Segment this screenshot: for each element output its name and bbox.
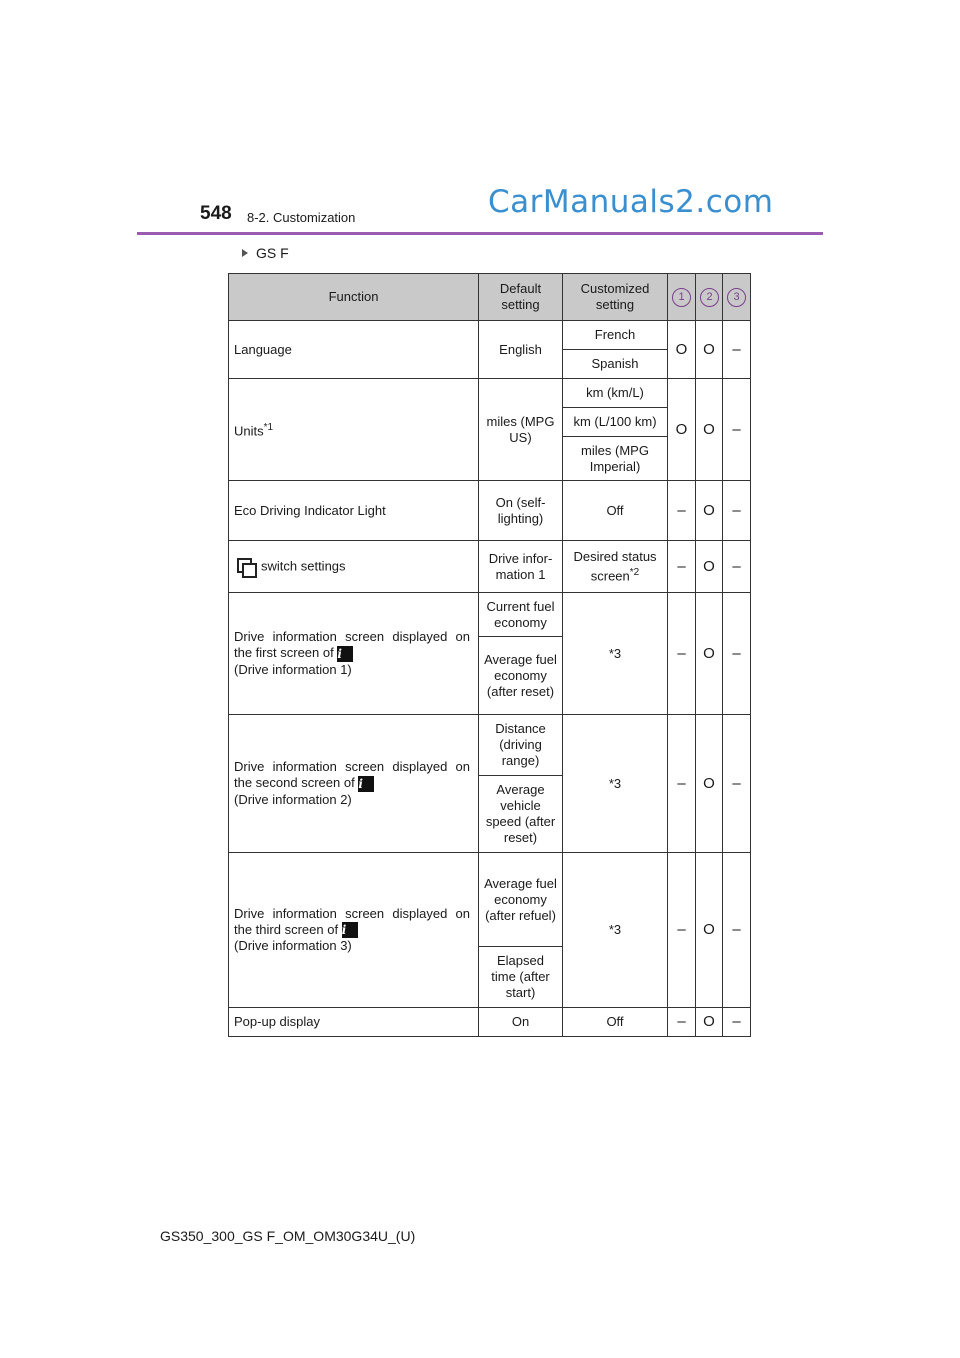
customization-table	[228, 273, 751, 1037]
switch-custom-text: Desired status screen	[573, 548, 657, 584]
subheading	[242, 245, 289, 261]
drive2-text: Drive information screen displayed on the second screen of	[234, 759, 470, 791]
table-row	[229, 853, 751, 947]
units-default: miles (MPG US)	[479, 379, 563, 481]
table-row	[229, 321, 751, 350]
language-c1: O	[668, 321, 696, 379]
info-icon: i	[337, 646, 353, 662]
drive3-custom: *3	[563, 853, 668, 1008]
switch-note: *2	[629, 566, 640, 578]
drive3-default: Average fuel economy (after refuel)	[479, 853, 563, 947]
units-c1: O	[668, 379, 696, 481]
drive3-c3: –	[723, 853, 751, 1008]
units-c2: O	[696, 379, 723, 481]
popup-c3: –	[723, 1008, 751, 1037]
circle-2-icon: 2	[700, 288, 719, 307]
popup-custom: Off	[563, 1008, 668, 1037]
header-function: Function	[229, 274, 479, 321]
drive3-c1: –	[668, 853, 696, 1008]
drive3-function	[229, 853, 479, 1008]
circle-1-icon: 1	[672, 288, 691, 307]
header-col1	[668, 274, 696, 321]
drive1-function	[229, 593, 479, 715]
header-col3	[723, 274, 751, 321]
eco-c1: –	[668, 481, 696, 541]
drive3-text: Drive information screen displayed on the third screen of	[234, 905, 470, 937]
info-icon: i	[358, 776, 374, 792]
subheading-text: GS F	[256, 245, 289, 261]
popup-c1: –	[668, 1008, 696, 1037]
header-rule	[137, 232, 823, 235]
language-option: Spanish	[563, 350, 668, 379]
table-row	[229, 379, 751, 408]
table-header-row	[229, 274, 751, 321]
switch-c3: –	[723, 541, 751, 593]
drive3-sub: (Drive information 3)	[234, 938, 352, 954]
units-label: Units	[234, 423, 264, 439]
footer-code: GS350_300_GS F_OM_OM30G34U_(U)	[160, 1228, 416, 1244]
drive1-text: Drive information screen displayed on the first screen of	[234, 629, 470, 661]
table-row	[229, 593, 751, 637]
drive2-c2: O	[696, 715, 723, 853]
drive3-default: Elapsed time (after start)	[479, 947, 563, 1008]
watermark: CarManuals2.com	[488, 184, 774, 220]
drive2-default: Distance (driving range)	[479, 715, 563, 776]
drive2-sub: (Drive information 2)	[234, 791, 352, 807]
switch-c2: O	[696, 541, 723, 593]
header-customized: Customized setting	[563, 274, 668, 321]
drive1-default: Average fuel economy (after reset)	[479, 637, 563, 715]
units-function	[229, 379, 479, 481]
units-c3: –	[723, 379, 751, 481]
switch-custom	[563, 541, 668, 593]
popup-default: On	[479, 1008, 563, 1037]
units-note: *1	[263, 421, 274, 433]
drive1-custom: *3	[563, 593, 668, 715]
drive2-function	[229, 715, 479, 853]
table-row	[229, 541, 751, 593]
page-number: 548	[200, 203, 232, 224]
drive2-default: Average vehicle speed (after reset)	[479, 776, 563, 853]
language-c2: O	[696, 321, 723, 379]
language-function: Language	[229, 321, 479, 379]
drive1-sub: (Drive information 1)	[234, 661, 352, 677]
popup-function: Pop-up display	[229, 1008, 479, 1037]
switch-c1: –	[668, 541, 696, 593]
eco-function: Eco Driving Indicator Light	[229, 481, 479, 541]
units-option: km (km/L)	[563, 379, 668, 408]
drive1-c3: –	[723, 593, 751, 715]
eco-c2: O	[696, 481, 723, 541]
header-default: Default setting	[479, 274, 563, 321]
drive2-custom: *3	[563, 715, 668, 853]
switch-default: Drive infor-mation 1	[479, 541, 563, 593]
drive1-default: Current fuel economy	[479, 593, 563, 637]
switch-label: switch settings	[261, 557, 346, 573]
eco-custom: Off	[563, 481, 668, 541]
units-option: km (L/100 km)	[563, 408, 668, 437]
info-icon: i	[342, 922, 358, 938]
language-c3: –	[723, 321, 751, 379]
switch-function	[229, 541, 479, 593]
drive1-c2: O	[696, 593, 723, 715]
language-option: French	[563, 321, 668, 350]
table-row	[229, 481, 751, 541]
units-option: miles (MPG Imperial)	[563, 437, 668, 481]
drive2-c3: –	[723, 715, 751, 853]
eco-c3: –	[723, 481, 751, 541]
drive2-c1: –	[668, 715, 696, 853]
header-col2	[696, 274, 723, 321]
language-default: English	[479, 321, 563, 379]
triangle-bullet-icon	[242, 249, 248, 257]
popup-c2: O	[696, 1008, 723, 1037]
section-title: 8-2. Customization	[247, 210, 356, 225]
drive1-c1: –	[668, 593, 696, 715]
display-switch-icon	[237, 558, 255, 576]
circle-3-icon: 3	[727, 288, 746, 307]
table-row	[229, 715, 751, 776]
eco-default: On (self-lighting)	[479, 481, 563, 541]
table-row	[229, 1008, 751, 1037]
drive3-c2: O	[696, 853, 723, 1008]
